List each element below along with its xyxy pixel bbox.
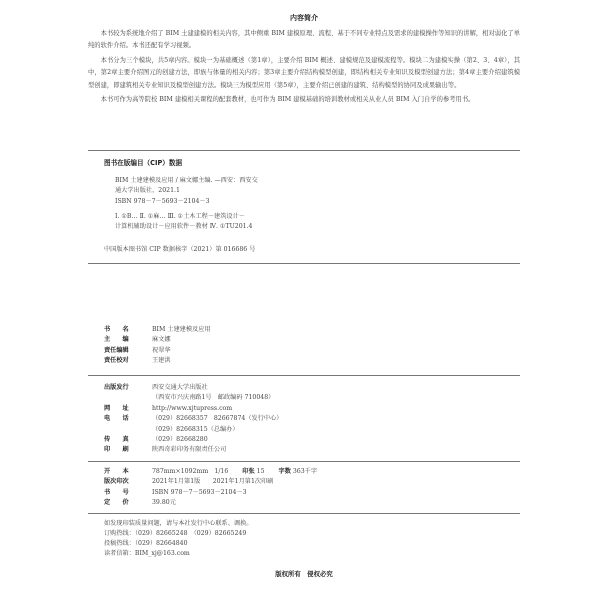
website-link[interactable]: http://www.xjtupress.com — [152, 404, 233, 412]
publisher-row: 网 址 http://www.xjtupress.com — [104, 404, 282, 414]
divider — [88, 150, 520, 151]
spec-info — [104, 467, 317, 509]
book-info-row: 责任编辑 祝翠华 — [104, 346, 171, 354]
publisher-row: （西安市兴庆南路1号 邮政编码 710048） — [152, 394, 275, 402]
divider — [88, 263, 520, 264]
publisher-row: 印 刷 陕西奇彩印务有限责任公司 — [104, 446, 227, 454]
book-info-row: 责任校对 王建洪 — [104, 357, 171, 365]
contact-info — [104, 519, 253, 559]
spec-row-isbn: 书 号 ISBN 978－7－5693－2104－3 — [104, 488, 247, 496]
cip-record-line: BIM 土建建模及应用 / 麻文娜主编. —西安：西安交 — [115, 177, 258, 184]
spec-row-edition: 版次印次 2021年1月第1版 2021年1月第1次印刷 — [104, 478, 274, 486]
cip-record-line: ISBN 978－7－5693－2104－3 — [115, 197, 210, 205]
cip-subject-line: Ⅰ. ①B… Ⅱ. ①麻… Ⅲ. ①土木工程－建筑设计－ — [115, 213, 245, 220]
book-info-row: 书 名 BIM 土建建模及应用 — [104, 326, 211, 333]
summary-paragraph: 本书较为系统地介绍了 BIM 土建建模的相关内容，其中侧重 BIM 建模原理、流程、基于不同专业特点及需求的建模操作等知识的讲解，相对弱化了单纯的软件介绍。本书还配有学习视频。 — [88, 30, 520, 50]
cip-heading: 图书在版编目（CIP）数据 — [104, 159, 183, 167]
summary-paragraph: 本书可作为高等院校 BIM 建模相关课程的配套教材，也可作为 BIM 建模基础的培训教材或相关从业人员 BIM 入门自学的参考用书。 — [100, 96, 475, 104]
cip-record-line: 通大学出版社，2021.1 — [115, 187, 180, 195]
summary-paragraph: 本书分为三个模块，共5章内容。模块一为基础概述（第1章），主要介绍 BIM 概述、建模规范及建模流程等。模块二为建模实操（第2、3、4章），其中，第2章主要介绍图元的创建方法，即族与体量的相关内容；第3章主要介绍结构模型创建，即结构相关专业知识及模型创建方法；第4章主要介绍建筑模型创建，即建筑相关专业知识及模型创建方法。模块三为模型应用（第5章），主要介绍已创建的建筑、结构模型的协同及成果输出等。 — [88, 56, 520, 89]
divider — [88, 375, 520, 376]
cip-subject-line: 计算机辅助设计－应用软件－教材 Ⅳ. ①TU201.4 — [115, 223, 253, 231]
contact-line: 投稿热线：（029）82664840 — [104, 540, 188, 547]
publisher-row: 出版发行 西安交通大学出版社 — [104, 384, 208, 391]
contact-line: 如发现印装质量问题，请与本社发行中心联系、调换。 — [104, 520, 253, 527]
cip-record — [104, 176, 314, 207]
publisher-row: 电 话 （029）82668357 82667874（发行中心） — [104, 415, 283, 423]
book-info — [104, 325, 211, 367]
divider — [88, 513, 520, 514]
cip-subjects — [104, 212, 314, 233]
spec-row-format: 开 本 787mm×1092mm 1/16 印张 15 字数 363千字 — [104, 468, 318, 475]
copyright-page — [88, 0, 520, 600]
divider — [88, 461, 520, 462]
book-info-row: 主 编 麻文娜 — [104, 336, 171, 344]
publisher-info — [104, 383, 282, 456]
contact-line: 订购热线：（029）82665248 （029）82665249 — [104, 530, 247, 537]
cip-core-number: 中国版本图书馆 CIP 数据核字（2021）第 016686 号 — [104, 246, 256, 253]
publisher-row: （029）82668315（总编办） — [152, 425, 239, 433]
spec-row-price: 定 价 39.80元 — [104, 499, 176, 507]
rights-notice: 版权所有 侵权必究 — [275, 570, 333, 578]
publisher-row: 传 真 （029）82668280 — [104, 436, 208, 444]
contact-line: 读者信箱：BIM_xj@163.com — [104, 550, 190, 557]
summary-body — [88, 28, 520, 106]
summary-title: 内容简介 — [290, 14, 318, 22]
